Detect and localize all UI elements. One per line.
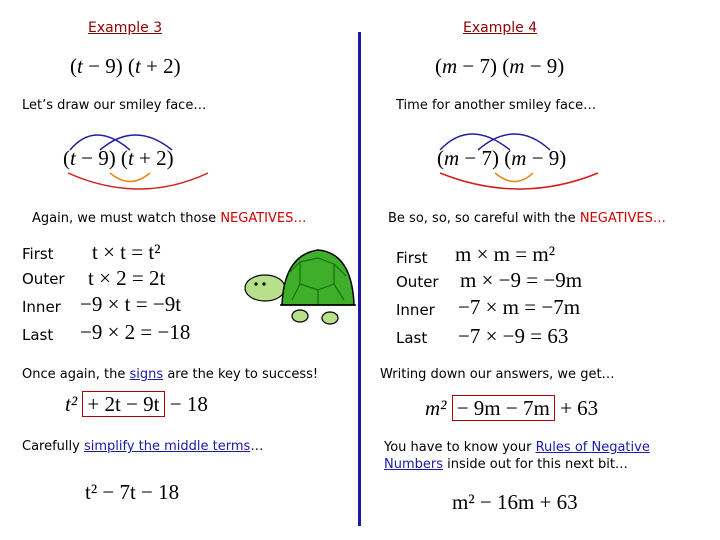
left-intro: Let’s draw our smiley face… bbox=[22, 98, 207, 113]
right-expression: (m − 7) (m − 9) bbox=[435, 54, 565, 78]
left-outer-label: Outer bbox=[22, 270, 65, 288]
right-last-math: −7 × −9 = 63 bbox=[458, 324, 569, 348]
right-expression-smiley: (m − 7) (m − 9) bbox=[437, 146, 567, 170]
right-result: m² − 9m − 7m + 63 bbox=[425, 396, 599, 420]
right-rules-text: You have to know your Rules of Negative Numbers inside out for this next bit… bbox=[384, 440, 650, 472]
right-inner-math: −7 × m = −7m bbox=[458, 295, 581, 319]
right-first-label: First bbox=[396, 249, 428, 267]
right-outer-label: Outer bbox=[396, 273, 439, 291]
left-expression-smiley: (t − 9) (t + 2) bbox=[63, 146, 174, 170]
left-expression: (t − 9) (t + 2) bbox=[70, 54, 181, 78]
right-final: m² − 16m + 63 bbox=[452, 490, 578, 514]
right-inner-label: Inner bbox=[396, 301, 435, 319]
left-inner-label: Inner bbox=[22, 298, 61, 316]
right-result-box: − 9m − 7m bbox=[452, 395, 555, 421]
right-last-label: Last bbox=[396, 329, 428, 347]
left-first-label: First bbox=[22, 245, 54, 263]
right-watch-text: Be so, so, so careful with the NEGATIVES… bbox=[388, 211, 666, 226]
left-first-math: t × t = t² bbox=[92, 240, 161, 264]
column-divider bbox=[358, 32, 361, 526]
left-simplify-text: Carefully simplify the middle terms… bbox=[22, 439, 264, 454]
left-inner-math: −9 × t = −9t bbox=[80, 292, 182, 316]
example-3-title: Example 3 bbox=[88, 20, 163, 36]
example-4-title: Example 4 bbox=[463, 20, 538, 36]
left-outer-math: t × 2 = 2t bbox=[88, 266, 166, 290]
right-outer-math: m × −9 = −9m bbox=[460, 268, 583, 292]
left-watch-text: Again, we must watch those NEGATIVES… bbox=[32, 211, 307, 226]
left-final: t² − 7t − 18 bbox=[85, 480, 180, 504]
right-writing-text: Writing down our answers, we get… bbox=[380, 367, 615, 382]
left-result-box: + 2t − 9t bbox=[82, 391, 164, 417]
left-last-math: −9 × 2 = −18 bbox=[80, 320, 191, 344]
right-intro: Time for another smiley face… bbox=[396, 98, 597, 113]
left-last-label: Last bbox=[22, 326, 54, 344]
left-signs-text: Once again, the signs are the key to success! bbox=[22, 367, 319, 382]
left-result: t² + 2t − 9t − 18 bbox=[65, 392, 208, 416]
right-first-math: m × m = m² bbox=[455, 242, 555, 266]
